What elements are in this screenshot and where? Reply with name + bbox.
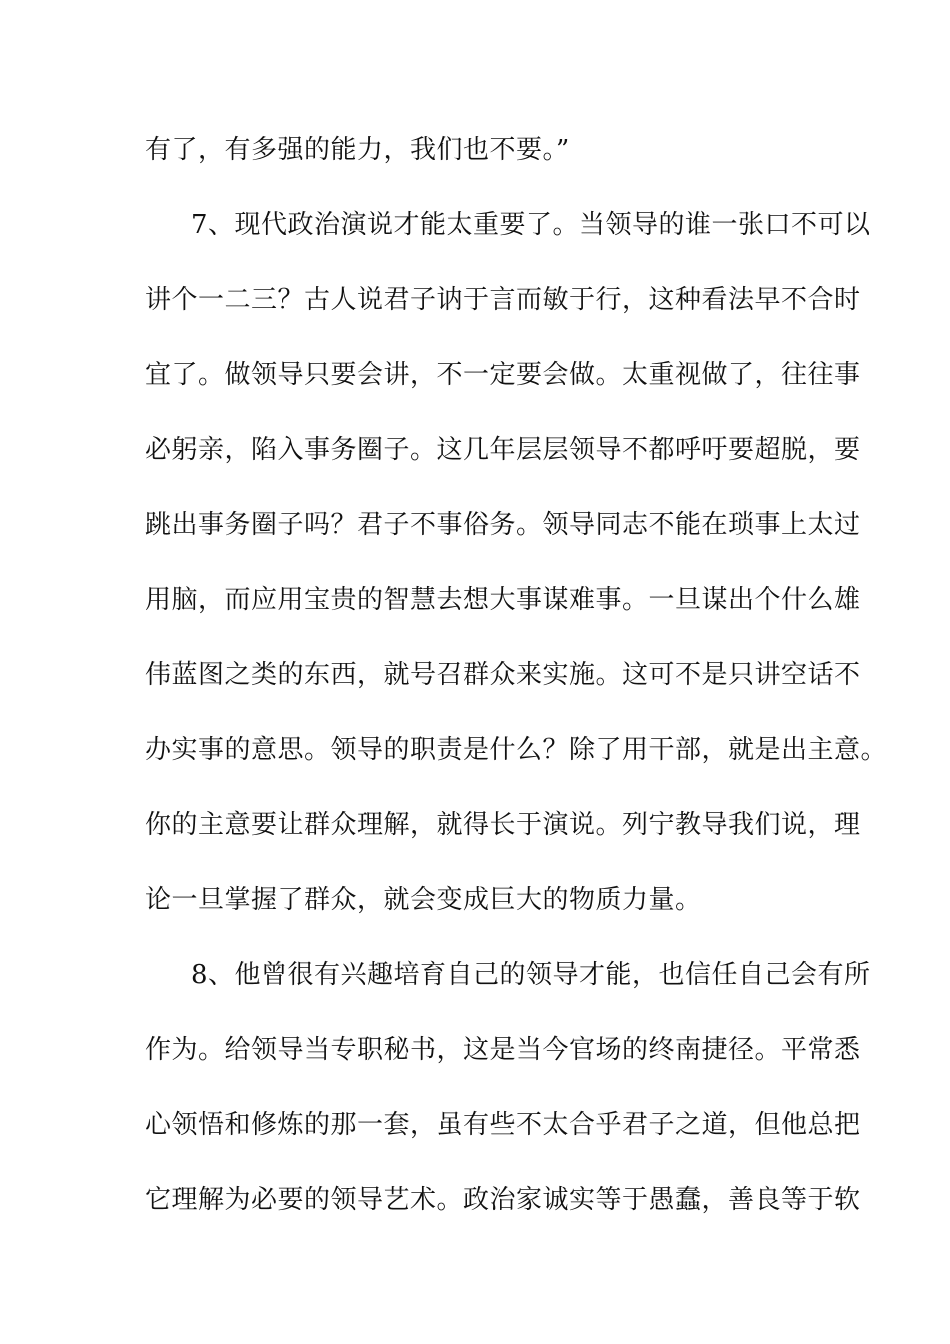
text-line-10: 你的主意要让群众理解，就得长于演说。列宁教导我们说，理	[145, 810, 861, 840]
text-line-9: 办实事的意思。领导的职责是什么？除了用干部，就是出主意。	[145, 735, 888, 765]
text-line-4: 宜了。做领导只要会讲，不一定要会做。太重视做了，往往事	[145, 360, 861, 390]
text-line-15: 它理解为必要的领导艺术。政治家诚实等于愚蠢，善良等于软	[145, 1185, 861, 1215]
text-line-12: 8、他曾很有兴趣培育自己的领导才能，也信任自己会有所	[191, 960, 871, 990]
text-line-14: 心领悟和修炼的那一套，虽有些不太合乎君子之道，但他总把	[145, 1110, 861, 1140]
text-line-13: 作为。给领导当专职秘书，这是当今官场的终南捷径。平常悉	[145, 1035, 861, 1065]
text-line-2: 7、现代政治演说才能太重要了。当领导的谁一张口不可以	[191, 210, 871, 240]
text-line-5: 必躬亲，陷入事务圈子。这几年层层领导不都呼吁要超脱，要	[145, 435, 861, 465]
text-line-3: 讲个一二三？古人说君子讷于言而敏于行，这种看法早不合时	[145, 285, 861, 315]
text-line-1: 有了，有多强的能力，我们也不要。”	[145, 135, 570, 165]
text-line-6: 跳出事务圈子吗？君子不事俗务。领导同志不能在琐事上太过	[145, 510, 861, 540]
text-line-8: 伟蓝图之类的东西，就号召群众来实施。这可不是只讲空话不	[145, 660, 861, 690]
text-line-7: 用脑，而应用宝贵的智慧去想大事谋难事。一旦谋出个什么雄	[145, 585, 861, 615]
text-line-11: 论一旦掌握了群众，就会变成巨大的物质力量。	[145, 885, 702, 915]
